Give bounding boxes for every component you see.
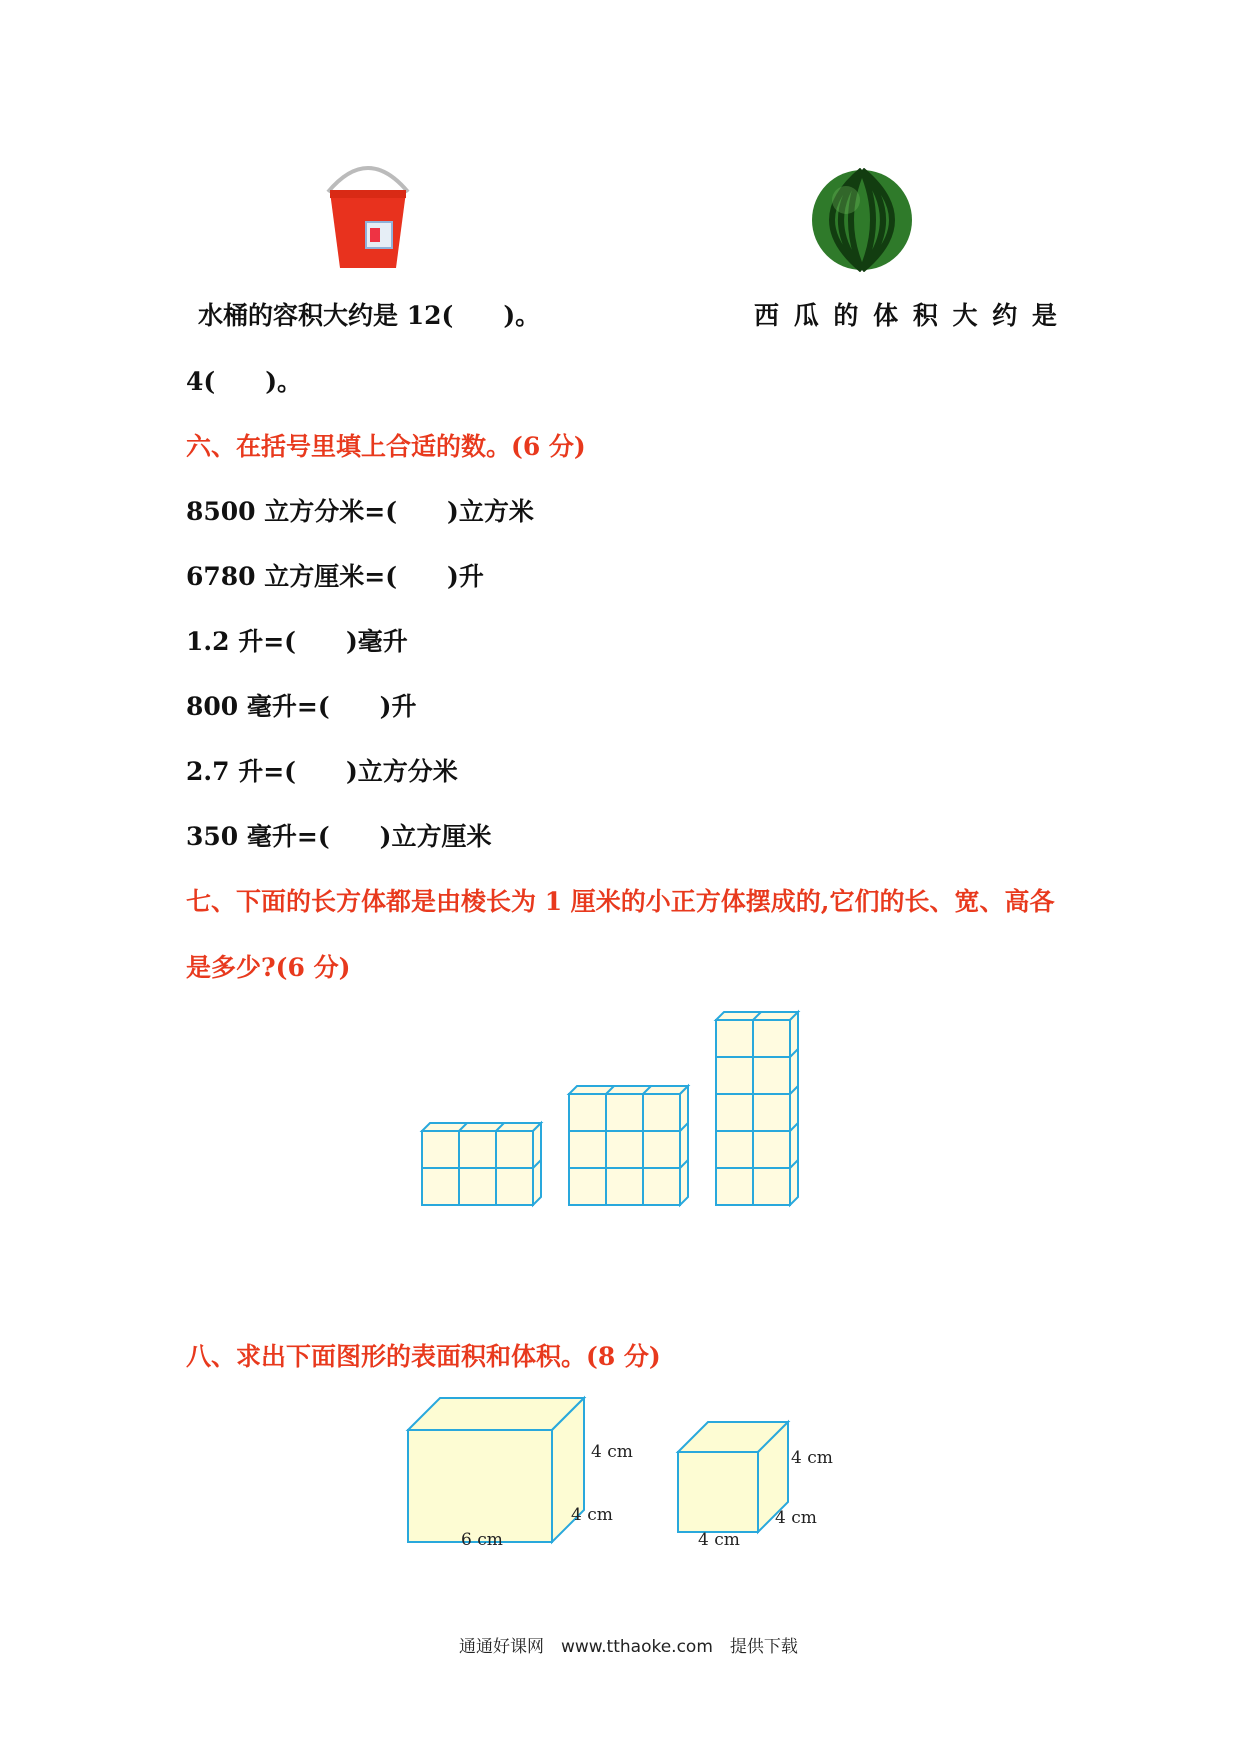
cuboid-width-label: 4 cm [571,1505,613,1525]
cube-width-label: 4 cm [775,1508,817,1528]
section6-heading: 六、在括号里填上合适的数。(6 分) [186,432,586,461]
bucket-icon [320,152,416,272]
cube-stack-3 [716,1012,798,1205]
section6-item: 6780 立方厘米=( )升 [186,562,484,591]
cuboid-length-label: 6 cm [461,1530,503,1550]
cuboid-figure [400,1388,640,1558]
section6-item: 2.7 升=( )立方分米 [186,757,458,786]
watermelon-icon [810,168,914,272]
cube-stack-1 [422,1123,541,1205]
footer-text: 通通好课网 www.tthaoke.com 提供下载 [459,1637,798,1657]
cube-length-label: 4 cm [698,1530,740,1550]
section7-heading-line2: 是多少?(6 分) [186,953,351,982]
section8-heading: 八、求出下面图形的表面积和体积。(8 分) [186,1342,661,1371]
watermelon-caption-part1: 西 瓜 的 体 积 大 约 是 [754,301,1060,330]
section6-item: 800 毫升=( )升 [186,692,417,721]
section6-item: 350 毫升=( )立方厘米 [186,822,492,851]
small-cube-stacks [400,995,840,1220]
section6-item: 8500 立方分米=( )立方米 [186,497,534,526]
watermelon-caption-part2: 4( )。 [186,367,303,396]
cube-height-label: 4 cm [791,1448,833,1468]
cube-stack-2 [569,1086,688,1205]
section7-heading-line1: 七、下面的长方体都是由棱长为 1 厘米的小正方体摆成的,它们的长、宽、高各 [186,887,1055,916]
bucket-caption: 水桶的容积大约是 12( )。 [198,301,541,330]
cuboid-height-label: 4 cm [591,1442,633,1462]
section6-item: 1.2 升=( )毫升 [186,627,408,656]
